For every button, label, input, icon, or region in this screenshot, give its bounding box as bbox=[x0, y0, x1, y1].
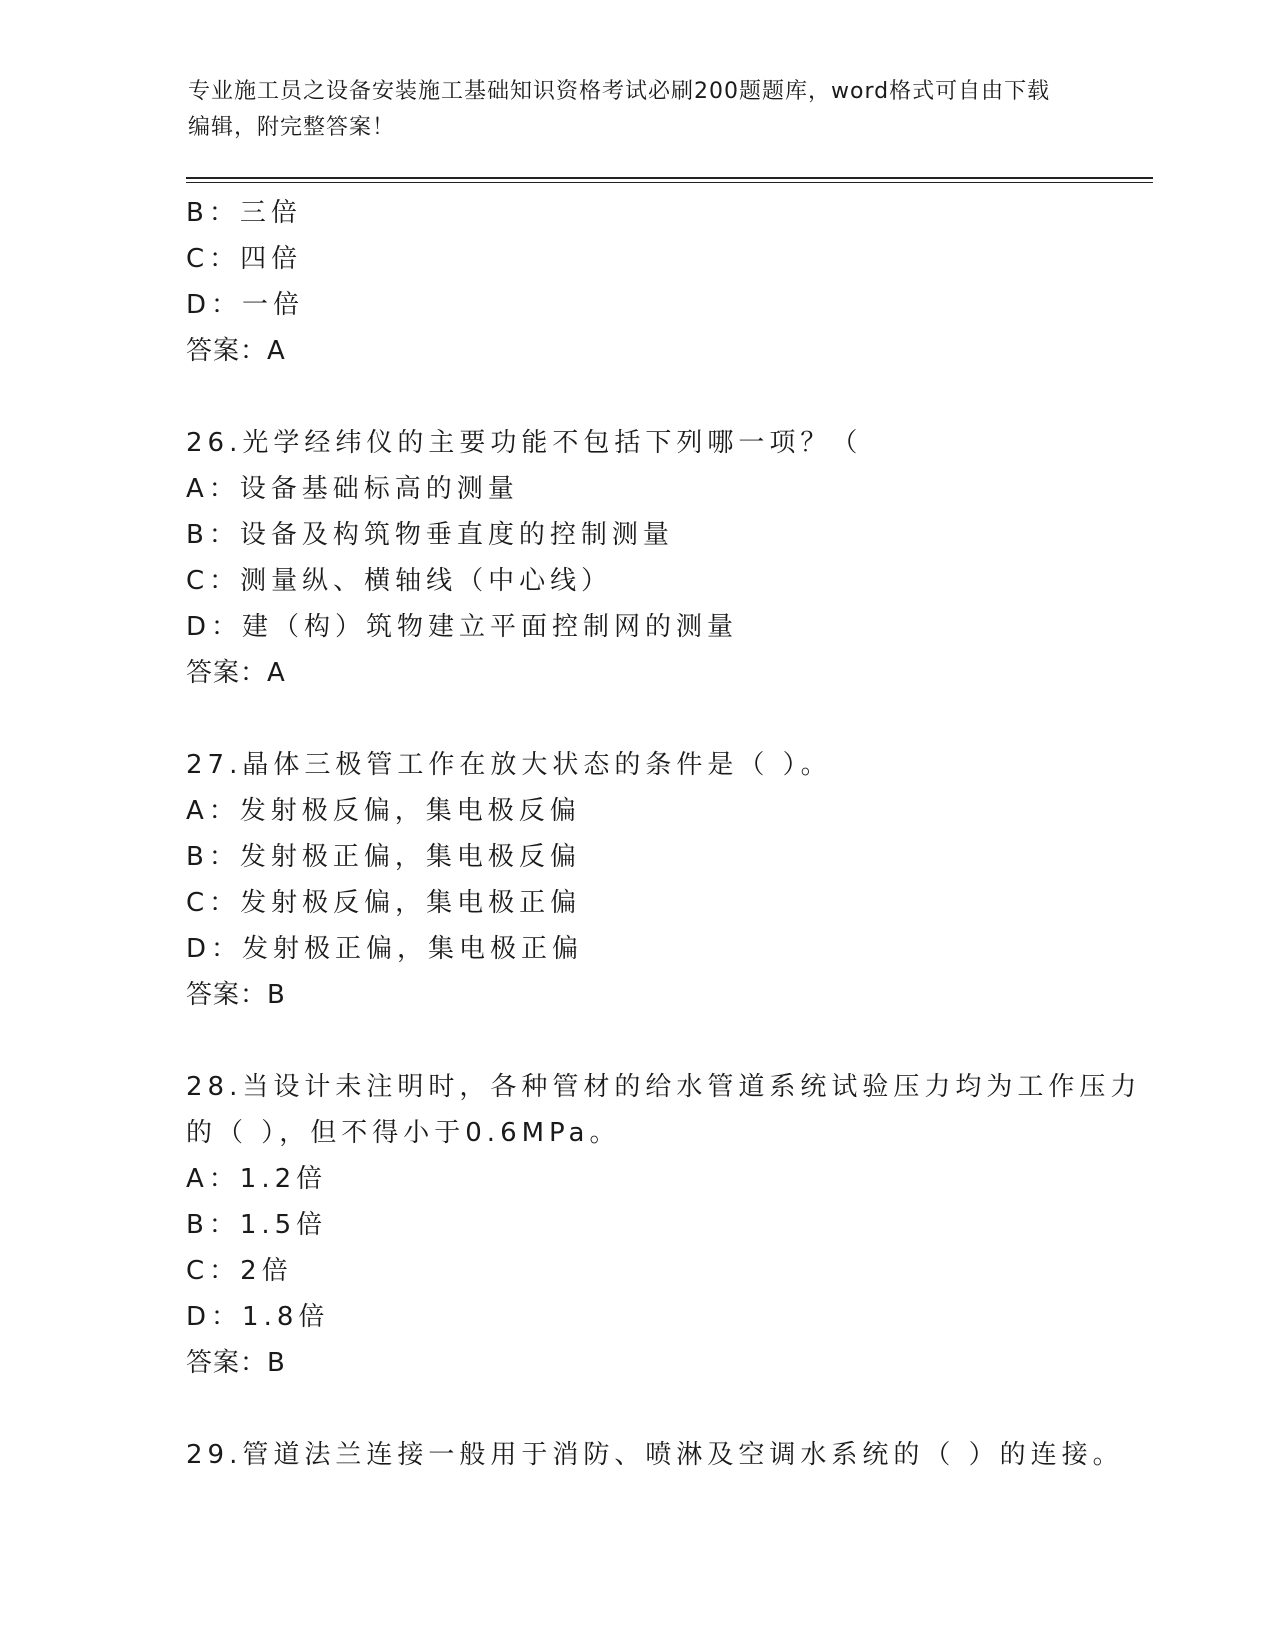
question-stem: 26.光学经纬仪的主要功能不包括下列哪一项？（ bbox=[186, 428, 863, 458]
carryover-question bbox=[186, 190, 1086, 374]
question-28 bbox=[186, 1064, 1142, 1386]
option-line: C：2倍 bbox=[186, 1256, 293, 1286]
question-stem: 28.当设计未注明时，各种管材的给水管道系统试验压力均为工作压力 bbox=[186, 1072, 1142, 1102]
question-stem: 29.管道法兰连接一般用于消防、喷淋及空调水系统的（ ）的连接。 bbox=[186, 1440, 1124, 1470]
option-line: D：发射极正偏，集电极正偏 bbox=[186, 934, 584, 964]
option-line: D：1.8倍 bbox=[186, 1302, 330, 1332]
question-stem-continued: 的（ ），但不得小于0.6MPa。 bbox=[186, 1118, 621, 1148]
option-line: C：四倍 bbox=[186, 244, 303, 274]
answer-line: 答案：A bbox=[186, 336, 286, 366]
header-rule-thin bbox=[186, 182, 1153, 183]
option-line: C：测量纵、横轴线（中心线） bbox=[186, 566, 613, 596]
spacer bbox=[186, 374, 1086, 420]
option-line: C：发射极反偏，集电极正偏 bbox=[186, 888, 582, 918]
option-line: A：1.2倍 bbox=[186, 1164, 328, 1194]
option-line: B：1.5倍 bbox=[186, 1210, 328, 1240]
spacer bbox=[186, 1018, 1086, 1064]
document-header bbox=[188, 74, 1068, 146]
spacer bbox=[186, 696, 1086, 742]
answer-line: 答案：A bbox=[186, 658, 286, 688]
option-line: B：设备及构筑物垂直度的控制测量 bbox=[186, 520, 674, 550]
answer-line: 答案：B bbox=[186, 980, 286, 1010]
option-line: B：三倍 bbox=[186, 198, 302, 228]
question-content bbox=[186, 190, 1142, 1478]
option-line: D：建（构）筑物建立平面控制网的测量 bbox=[186, 612, 739, 642]
question-26 bbox=[186, 420, 1086, 696]
option-line: D：一倍 bbox=[186, 290, 305, 320]
question-27 bbox=[186, 742, 1086, 1018]
document-title: 专业施工员之设备安装施工基础知识资格考试必刷200题题库，word格式可自由下载编辑，附完整答案！ bbox=[188, 79, 1051, 140]
spacer bbox=[186, 1386, 1086, 1432]
header-rule-thick bbox=[186, 177, 1153, 179]
option-line: A：设备基础标高的测量 bbox=[186, 474, 519, 504]
answer-line: 答案：B bbox=[186, 1348, 286, 1378]
option-line: A：发射极反偏，集电极反偏 bbox=[186, 796, 581, 826]
option-line: B：发射极正偏，集电极反偏 bbox=[186, 842, 581, 872]
question-29 bbox=[186, 1432, 1124, 1478]
question-stem: 27.晶体三极管工作在放大状态的条件是（ ）。 bbox=[186, 750, 832, 780]
